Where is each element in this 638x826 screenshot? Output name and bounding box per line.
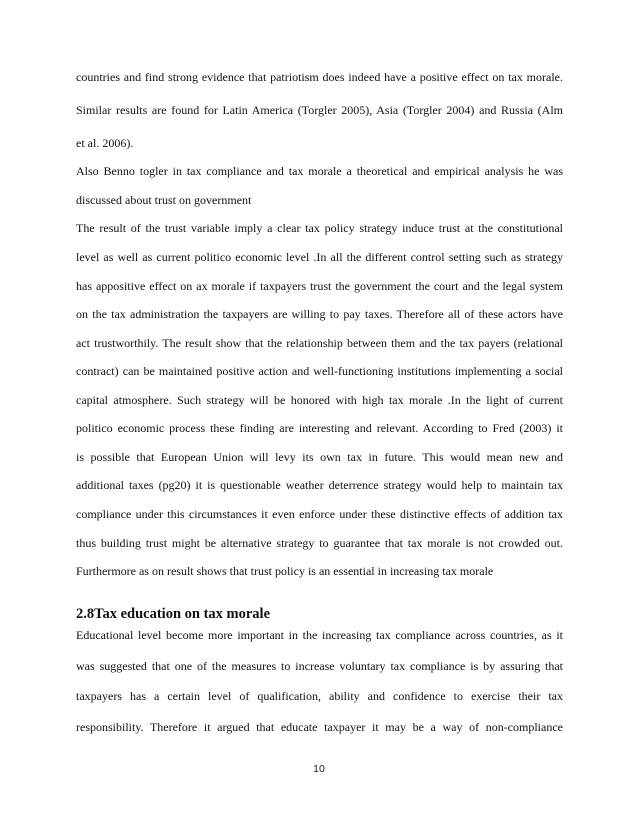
text-line: thus building trust might be alternative strategy to guarantee that tax morale is not crowded out. bbox=[76, 536, 563, 550]
text-line: additional taxes (pg20) it is questionable weather deterrence strategy would help to maintain tax bbox=[76, 478, 563, 492]
text-line: Furthermore as on result shows that trust policy is an essential in increasing tax morale bbox=[76, 564, 494, 578]
text-line: politico economic process these finding are interesting and relevant. According to Fred (2003) it bbox=[76, 421, 563, 435]
text-line: Similar results are found for Latin America (Torgler 2005), Asia (Torgler 2004) and Russia (Alm bbox=[76, 103, 563, 117]
text-line: responsibility. Therefore it argued that educate taxpayer it may be a way of non-compliance bbox=[76, 720, 563, 734]
section-heading: 2.8Tax education on tax morale bbox=[76, 606, 271, 622]
text-line: The result of the trust variable imply a clear tax policy strategy induce trust at the constitutional bbox=[76, 221, 563, 235]
text-line: taxpayers has a certain level of qualification, ability and confidence to exercise their tax bbox=[76, 689, 563, 703]
text-line: on the tax administration the taxpayers are willing to pay taxes. Therefore all of these actors have bbox=[76, 307, 563, 321]
text-line: countries and find strong evidence that patriotism does indeed have a positive effect on tax morale. bbox=[76, 70, 563, 84]
text-line: was suggested that one of the measures to increase voluntary tax compliance is by assuring that bbox=[76, 659, 563, 673]
text-line: Also Benno togler in tax compliance and tax morale a theoretical and empirical analysis he was bbox=[76, 164, 563, 178]
text-line: contract) can be maintained positive action and well-functioning institutions implementing a social bbox=[76, 364, 563, 378]
text-line: et al. 2006). bbox=[76, 136, 134, 150]
text-line: act trustworthily. The result show that the relationship between them and the tax payers (relational bbox=[76, 336, 563, 350]
text-line: discussed about trust on government bbox=[76, 193, 252, 207]
text-line: has appositive effect on ax morale if taxpayers trust the government the court and the legal system bbox=[76, 279, 563, 293]
text-line: is possible that European Union will levy its own tax in future. This would mean new and bbox=[76, 450, 563, 464]
text-line: Educational level become more important in the increasing tax compliance across countries, as it bbox=[76, 628, 563, 642]
text-line: capital atmosphere. Such strategy will be honored with high tax morale .In the light of current bbox=[76, 393, 563, 407]
text-line: compliance under this circumstances it even enforce under these distinctive effects of addition tax bbox=[76, 507, 563, 521]
text-line: level as well as current politico economic level .In all the different control setting such as strategy bbox=[76, 250, 563, 264]
page-number: 10 bbox=[313, 763, 325, 775]
